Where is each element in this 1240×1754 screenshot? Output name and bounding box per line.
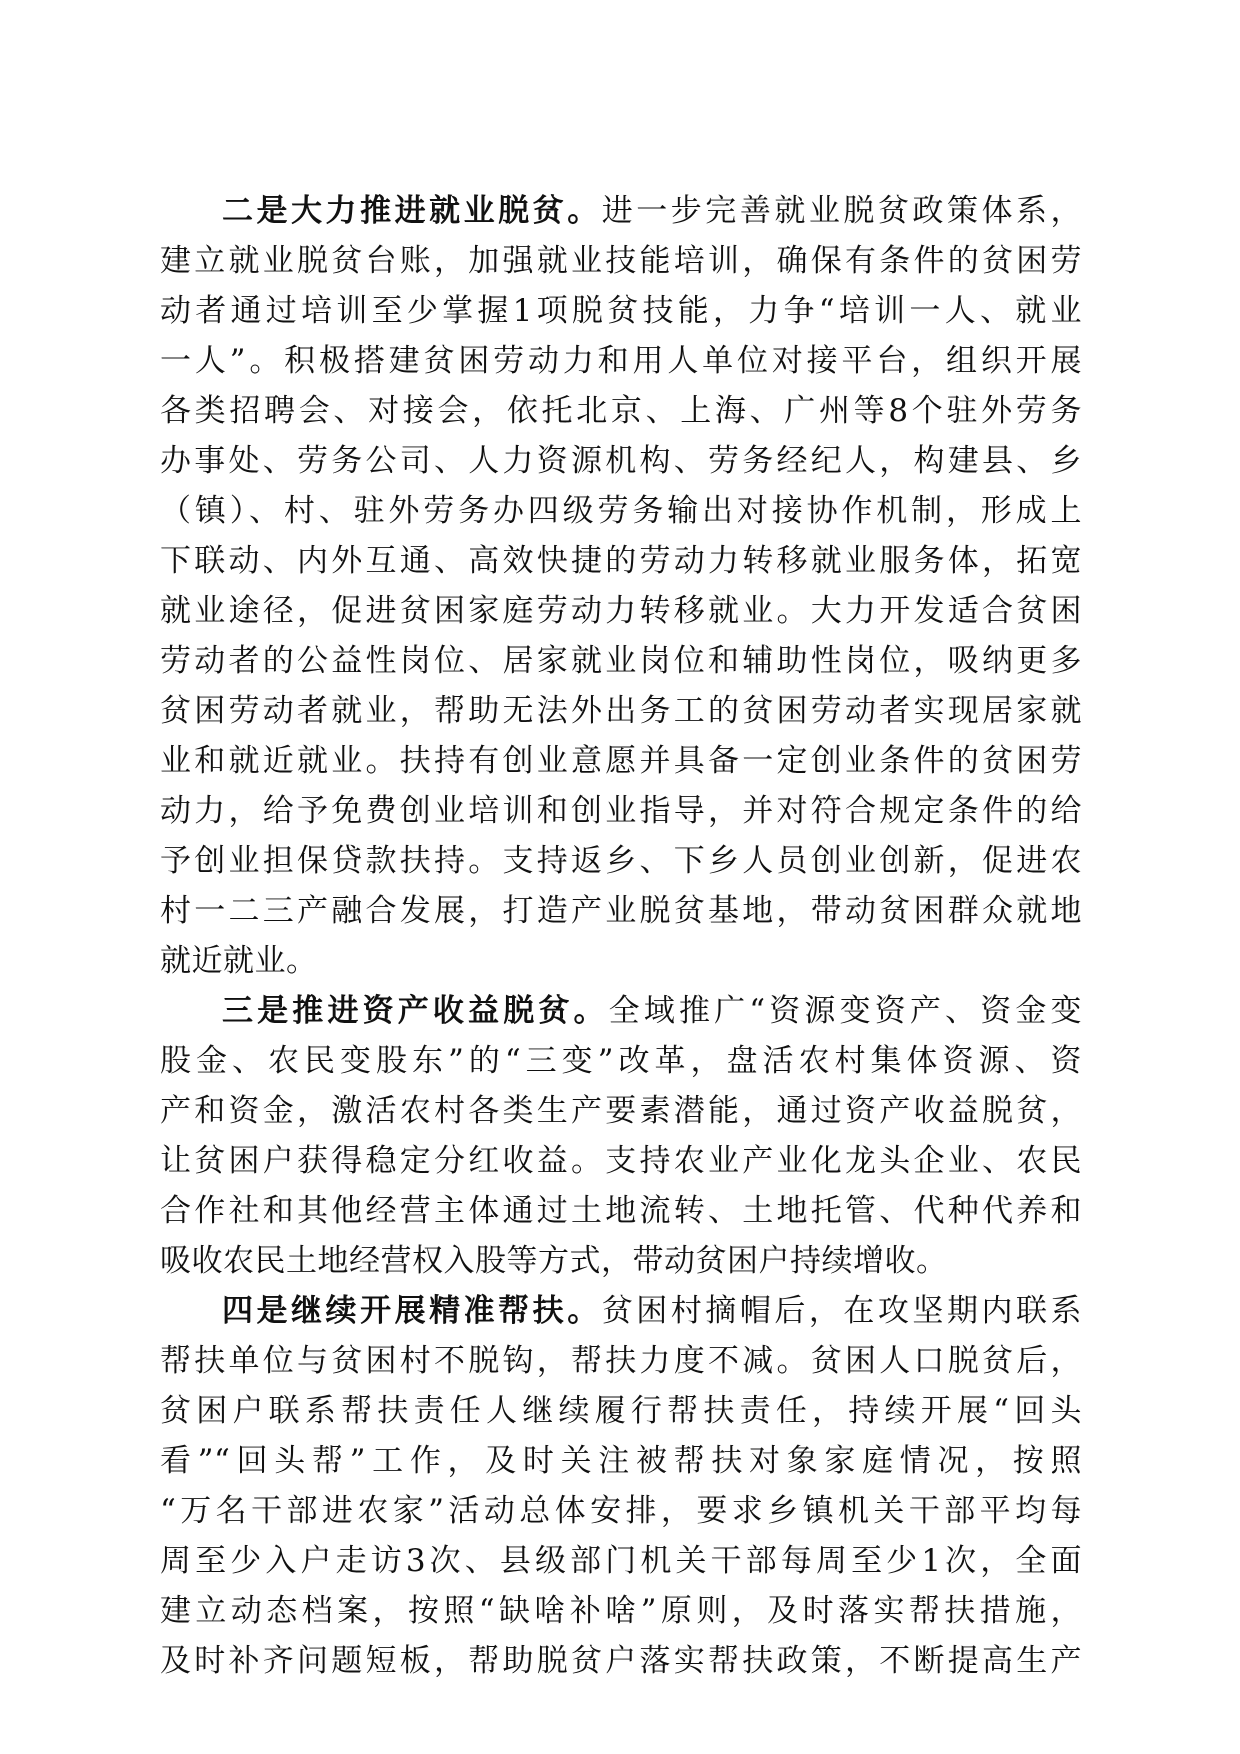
paragraph-heading: 二是大力推进就业脱贫。: [222, 193, 602, 229]
paragraph-line: [160, 1286, 1082, 1336]
paragraph-line: [160, 186, 1082, 236]
paragraph-text: 全域推广“资源变资产、资金变: [608, 993, 1082, 1029]
paragraph-line: 就近就业。: [160, 943, 318, 979]
paragraph-line: “万名干部进农家”活动总体安排，要求乡镇机关干部平均每: [160, 1493, 1082, 1529]
paragraph-line: 劳动者的公益性岗位、居家就业岗位和辅助性岗位，吸纳更多: [160, 643, 1082, 679]
paragraph-line: 予创业担保贷款扶持。支持返乡、下乡人员创业创新，促进农: [160, 843, 1082, 879]
paragraph-line: （镇）、村、驻外劳务办四级劳务输出对接协作机制，形成上: [160, 493, 1082, 529]
paragraph-line: 股金、农民变股东”的“三变”改革，盘活农村集体资源、资: [160, 1043, 1082, 1079]
document-page: [160, 186, 1082, 1686]
paragraph-line: 动者通过培训至少掌握1项脱贫技能，力争“培训一人、就业: [160, 293, 1082, 329]
paragraph-line: 周至少入户走访3次、县级部门机关干部每周至少1次，全面: [160, 1543, 1082, 1579]
paragraph-line: 业和就近就业。扶持有创业意愿并具备一定创业条件的贫困劳: [160, 743, 1082, 779]
paragraph-line: 让贫困户获得稳定分红收益。支持农业产业化龙头企业、农民: [160, 1143, 1082, 1179]
paragraph-line: 帮扶单位与贫困村不脱钩，帮扶力度不减。贫困人口脱贫后，: [160, 1343, 1082, 1379]
paragraph-line: 贫困劳动者就业，帮助无法外出务工的贫困劳动者实现居家就: [160, 693, 1082, 729]
paragraph-line: 贫困户联系帮扶责任人继续履行帮扶责任，持续开展“回头: [160, 1393, 1082, 1429]
paragraph-line: 合作社和其他经营主体通过土地流转、土地托管、代种代养和: [160, 1193, 1082, 1229]
paragraph-line: 产和资金，激活农村各类生产要素潜能，通过资产收益脱贫，: [160, 1093, 1082, 1129]
paragraph-heading: 三是推进资产收益脱贫。: [222, 993, 609, 1029]
paragraph-line: 及时补齐问题短板，帮助脱贫户落实帮扶政策，不断提高生产: [160, 1643, 1082, 1679]
paragraph-text: 进一步完善就业脱贫政策体系，: [601, 193, 1083, 229]
paragraph-line: 建立动态档案，按照“缺啥补啥”原则，及时落实帮扶措施，: [160, 1593, 1082, 1629]
paragraph-line: 下联动、内外互通、高效快捷的劳动力转移就业服务体，拓宽: [160, 543, 1082, 579]
paragraph-line: 看”“回头帮”工作，及时关注被帮扶对象家庭情况，按照: [160, 1443, 1082, 1479]
paragraph-line: 就业途径，促进贫困家庭劳动力转移就业。大力开发适合贫困: [160, 593, 1082, 629]
paragraph-line: 吸收农民土地经营权入股等方式，带动贫困户持续增收。: [160, 1243, 948, 1279]
paragraph-line: 村一二三产融合发展，打造产业脱贫基地，带动贫困群众就地: [160, 893, 1082, 929]
paragraph-line: 办事处、劳务公司、人力资源机构、劳务经纪人，构建县、乡: [160, 443, 1082, 479]
paragraph-line: 动力，给予免费创业培训和创业指导，并对符合规定条件的给: [160, 793, 1082, 829]
paragraph-line: [160, 986, 1082, 1036]
paragraph-line: 一人”。积极搭建贫困劳动力和用人单位对接平台，组织开展: [160, 343, 1082, 379]
paragraph-line: 各类招聘会、对接会，依托北京、上海、广州等8个驻外劳务: [160, 393, 1082, 429]
paragraph-heading: 四是继续开展精准帮扶。: [222, 1293, 602, 1329]
paragraph-line: 建立就业脱贫台账，加强就业技能培训，确保有条件的贫困劳: [160, 243, 1082, 279]
paragraph-text: 贫困村摘帽后，在攻坚期内联系: [601, 1293, 1083, 1329]
